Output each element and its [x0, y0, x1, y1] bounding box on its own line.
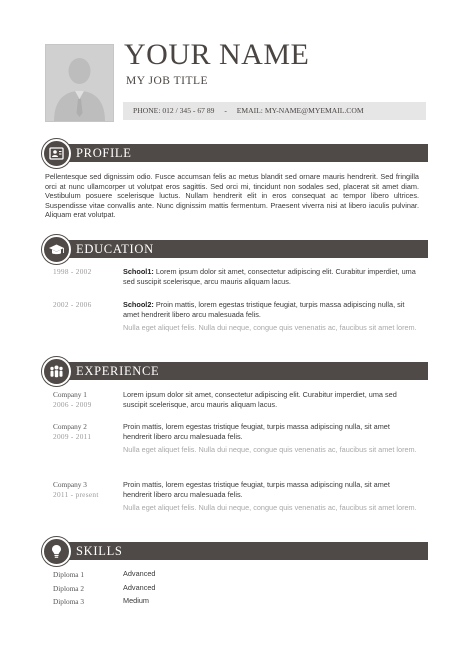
profile-text: Pellentesque sed dignissim odio. Fusce accumsan felis ac metus blandit sed ornare mauris hendrerit. Sed fringilla orci at nunc ullamcorper ut volutpat eros sagittis. Sed orci mi, tincidunt non sodales sed, placerat sit amet diam. Vestibulum posuere scelerisque luctus. Nullam hendrerit elit in eros consequat ac tempor libero ultrices. Suspendisse vitae convallis ante. Nunc dignissim mattis fermentum. Praesent viverra nisi at libero iaculis pulvinar. Aliquam erat volutpat.: [45, 172, 419, 220]
id-card-icon: [42, 139, 71, 168]
experience-note-3: Nulla eget aliquet felis. Nulla dui neque, congue quis venenatis ac, faucibus sit amet lorem.: [123, 503, 417, 512]
lightbulb-icon: [42, 537, 71, 566]
education-heading: EDUCATION: [76, 242, 154, 256]
skill-label-1: Diploma 1: [53, 570, 85, 579]
skills-heading: SKILLS: [76, 544, 123, 558]
school-name: School2:: [123, 300, 154, 309]
education-date-2: 2002 - 2006: [53, 300, 92, 309]
education-entry-2: [123, 300, 419, 320]
company-name-1: Company 1: [53, 390, 87, 399]
phone-number: PHONE: 012 / 345 - 67 89: [133, 106, 215, 115]
graduation-icon: [42, 235, 71, 264]
profile-photo-placeholder: [45, 44, 114, 122]
education-description: Proin mattis, lorem egestas tristique feugiat, turpis massa adipiscing nulla, sit amet hendrerit libero arcu malesuada felis.: [123, 300, 405, 319]
education-note-2: Nulla eget aliquet felis. Nulla dui neque, congue quis venenatis ac, faucibus sit amet lorem.: [123, 323, 417, 332]
company-name-3: Company 3: [53, 480, 87, 489]
experience-note-2: Nulla eget aliquet felis. Nulla dui neque, congue quis venenatis ac, faucibus sit amet lorem.: [123, 445, 417, 454]
company-date-2: 2009 - 2011: [53, 432, 92, 441]
person-silhouette-icon: [46, 45, 113, 121]
contact-separator: -: [224, 106, 227, 115]
education-description: Lorem ipsum dolor sit amet, consectetur adipiscing elit. Curabitur imperdiet, uma sed suscipit scelerisque, arcu mauris aliquam lacus.: [123, 267, 416, 286]
skill-level-2: Advanced: [123, 583, 156, 592]
experience-description-2: Proin mattis, lorem egestas tristique feugiat, turpis massa adipiscing nulla, sit amet hendrerit libero arcu malesuada felis.: [123, 422, 390, 441]
skill-level-3: Medium: [123, 596, 149, 605]
contact-bar: [123, 102, 426, 120]
education-entry-1: [123, 267, 419, 287]
skill-label-2: Diploma 2: [53, 584, 85, 593]
school-name: School1:: [123, 267, 154, 276]
skill-label-3: Diploma 3: [53, 597, 85, 606]
education-date-1: 1998 - 2002: [53, 267, 92, 276]
experience-description-3: Proin mattis, lorem egestas tristique feugiat, turpis massa adipiscing nulla, sit amet hendrerit libero arcu malesuada felis.: [123, 480, 390, 499]
experience-description-1: Lorem ipsum dolor sit amet, consectetur adipiscing elit. Curabitur imperdiet, uma sed suscipit scelerisque, arcu mauris aliquam lacus.: [123, 390, 397, 409]
candidate-name: YOUR NAME: [124, 38, 310, 71]
company-name-2: Company 2: [53, 422, 87, 431]
skill-level-1: Advanced: [123, 569, 156, 578]
company-date-1: 2006 - 2009: [53, 400, 92, 409]
profile-heading: PROFILE: [76, 146, 132, 160]
experience-heading: EXPERIENCE: [76, 364, 160, 378]
team-icon: [42, 357, 71, 386]
email-address: EMAIL: MY-NAME@MYEMAIL.COM: [236, 106, 364, 115]
company-date-3: 2011 - present: [53, 490, 99, 499]
job-title: MY JOB TITLE: [126, 75, 209, 87]
